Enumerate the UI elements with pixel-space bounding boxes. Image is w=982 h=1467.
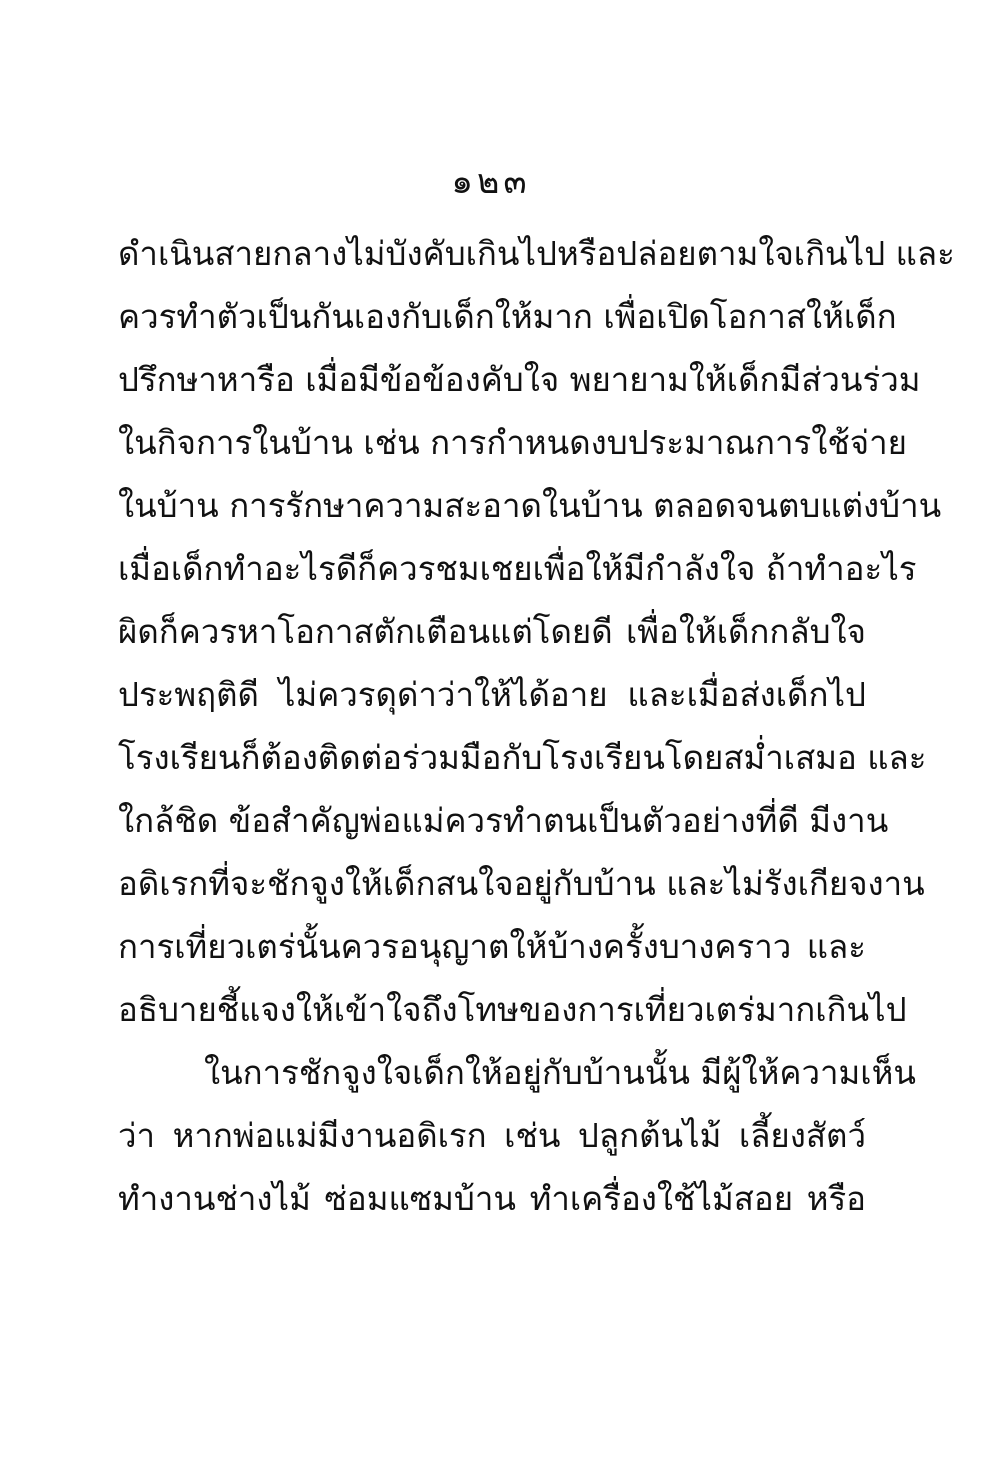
text-line: ควรทำตัวเป็นกันเองกับเด็กให้มาก เพื่อเปิดโอกาสให้เด็ก bbox=[118, 297, 897, 336]
text-line: ประพฤติดี ไม่ควรดุด่าว่าให้ได้อาย และเมื่อส่งเด็กไป bbox=[118, 675, 866, 714]
text-line: ทำงานช่างไม้ ซ่อมแซมบ้าน ทำเครื่องใช้ไม้สอย หรือ bbox=[118, 1179, 866, 1218]
page-number: ๑๒๓ bbox=[451, 162, 531, 202]
text-line: ใกล้ชิด ข้อสำคัญพ่อแม่ควรทำตนเป็นตัวอย่างที่ดี มีงาน bbox=[118, 801, 889, 840]
text-line: อดิเรกที่จะชักจูงให้เด็กสนใจอยู่กับบ้าน และไม่รังเกียจงาน bbox=[118, 864, 925, 903]
text-line: การเที่ยวเตร่นั้นควรอนุญาตให้บ้างครั้งบางคราว และ bbox=[118, 927, 866, 966]
text-line: ในบ้าน การรักษาความสะอาดในบ้าน ตลอดจนตบแต่งบ้าน bbox=[118, 486, 942, 525]
text-line: เมื่อเด็กทำอะไรดีก็ควรชมเชยเพื่อให้มีกำลังใจ ถ้าทำอะไร bbox=[118, 549, 917, 588]
text-line: อธิบายชี้แจงให้เข้าใจถึงโทษของการเที่ยวเตร่มากเกินไป bbox=[118, 990, 907, 1029]
text-line: ในกิจการในบ้าน เช่น การกำหนดงบประมาณการใช้จ่าย bbox=[118, 423, 907, 462]
text-line: ดำเนินสายกลางไม่บังคับเกินไปหรือปล่อยตามใจเกินไป และ bbox=[118, 234, 955, 273]
paragraph-first-line: ในการชักจูงใจเด็กให้อยู่กับบ้านนั้น มีผู้ให้ความเห็น bbox=[204, 1053, 916, 1092]
body-text bbox=[118, 222, 955, 1230]
text-line: ผิดก็ควรหาโอกาสตักเตือนแต่โดยดี เพื่อให้เด็กกลับใจ bbox=[118, 612, 866, 651]
text-line: ว่า หากพ่อแม่มีงานอดิเรก เช่น ปลูกต้นไม้ เลี้ยงสัตว์ bbox=[118, 1116, 866, 1155]
text-line: ปรึกษาหารือ เมื่อมีข้อข้องคับใจ พยายามให้เด็กมีส่วนร่วม bbox=[118, 360, 921, 399]
text-line: โรงเรียนก็ต้องติดต่อร่วมมือกับโรงเรียนโดยสม่ำเสมอ และ bbox=[118, 738, 927, 777]
